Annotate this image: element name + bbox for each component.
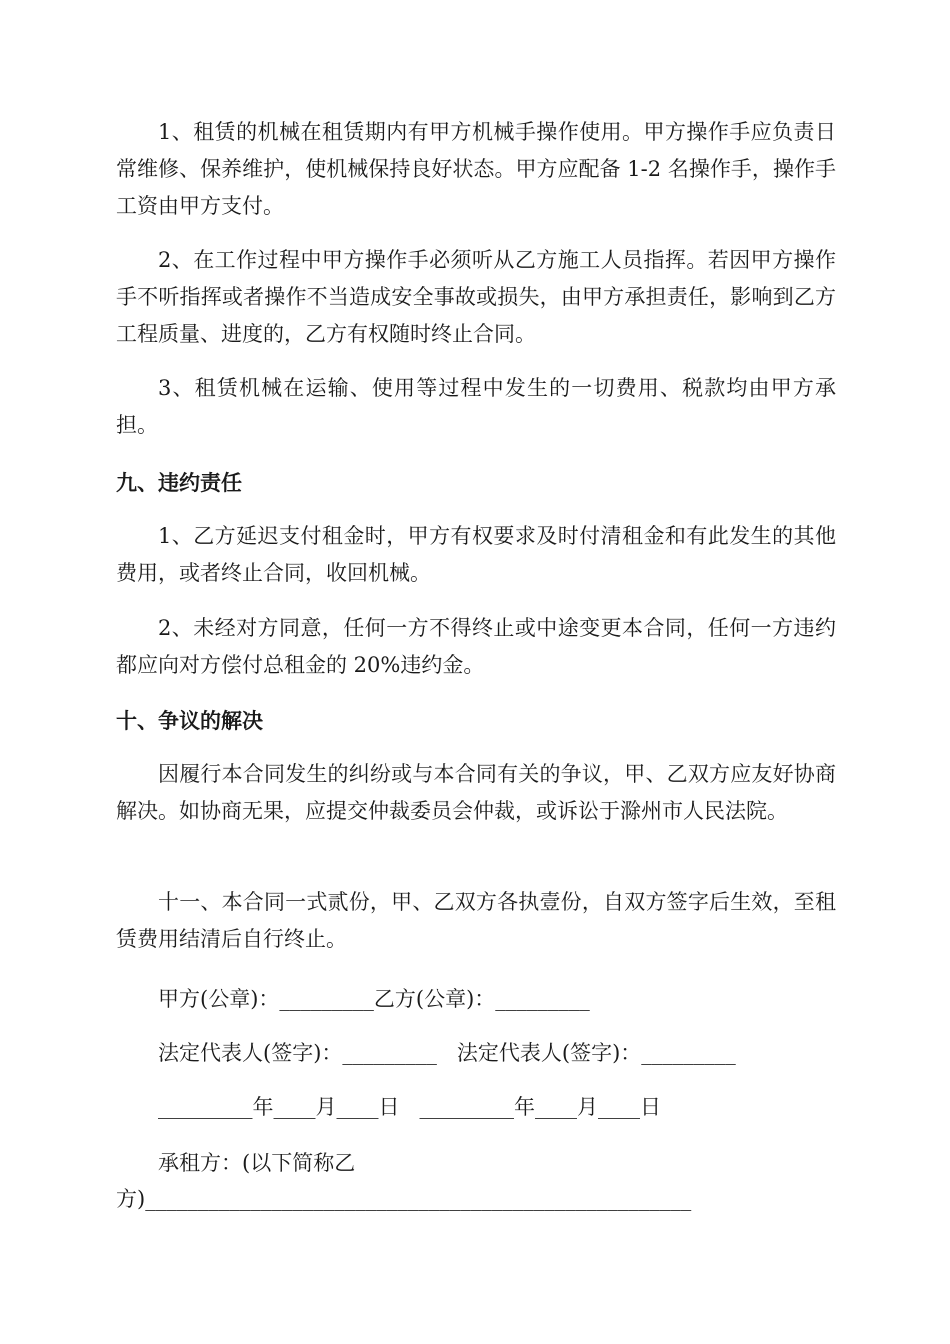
lessee-blank-line: 方)____________________________________________________	[116, 1187, 692, 1211]
clause-8-2: 2、在工作过程中甲方操作手必须听从乙方施工人员指挥。若因甲方操作手不听指挥或者操作不当造成安全事故或损失，由甲方承担责任，影响到乙方工程质量、进度的，乙方有权随时终止合同。	[116, 248, 836, 346]
section-9-heading: 九、违约责任	[116, 471, 242, 495]
clause-11: 十一、本合同一式贰份，甲、乙双方各执壹份，自双方签字后生效，至租赁费用结清后自行终止。	[116, 890, 836, 951]
clause-9-1: 1、乙方延迟支付租金时，甲方有权要求及时付清租金和有此发生的其他费用，或者终止合同，收回机械。	[116, 524, 836, 585]
signature-dates-line: _________年____月____日 _________年____月____日	[158, 1095, 662, 1119]
signature-seals-line: 甲方(公章)：_________乙方(公章)：_________	[158, 987, 590, 1011]
clause-8-3: 3、租赁机械在运输、使用等过程中发生的一切费用、税款均由甲方承担。	[116, 376, 836, 437]
lessee-label-line: 承租方：(以下简称乙	[158, 1151, 356, 1175]
section-10-text: 因履行本合同发生的纠纷或与本合同有关的争议，甲、乙双方应友好协商解决。如协商无果，应提交仲裁委员会仲裁，或诉讼于滁州市人民法院。	[116, 762, 836, 823]
signature-representatives-line: 法定代表人(签字)：_________ 法定代表人(签字)：_________	[158, 1041, 736, 1065]
clause-8-1: 1、租赁的机械在租赁期内有甲方机械手操作使用。甲方操作手应负责日常维修、保养维护，使机械保持良好状态。甲方应配备 1-2 名操作手，操作手工资由甲方支付。	[116, 120, 836, 218]
clause-9-2: 2、未经对方同意，任何一方不得终止或中途变更本合同，任何一方违约都应向对方偿付总租金的 20%违约金。	[116, 616, 836, 677]
section-10-heading: 十、争议的解决	[116, 709, 263, 733]
